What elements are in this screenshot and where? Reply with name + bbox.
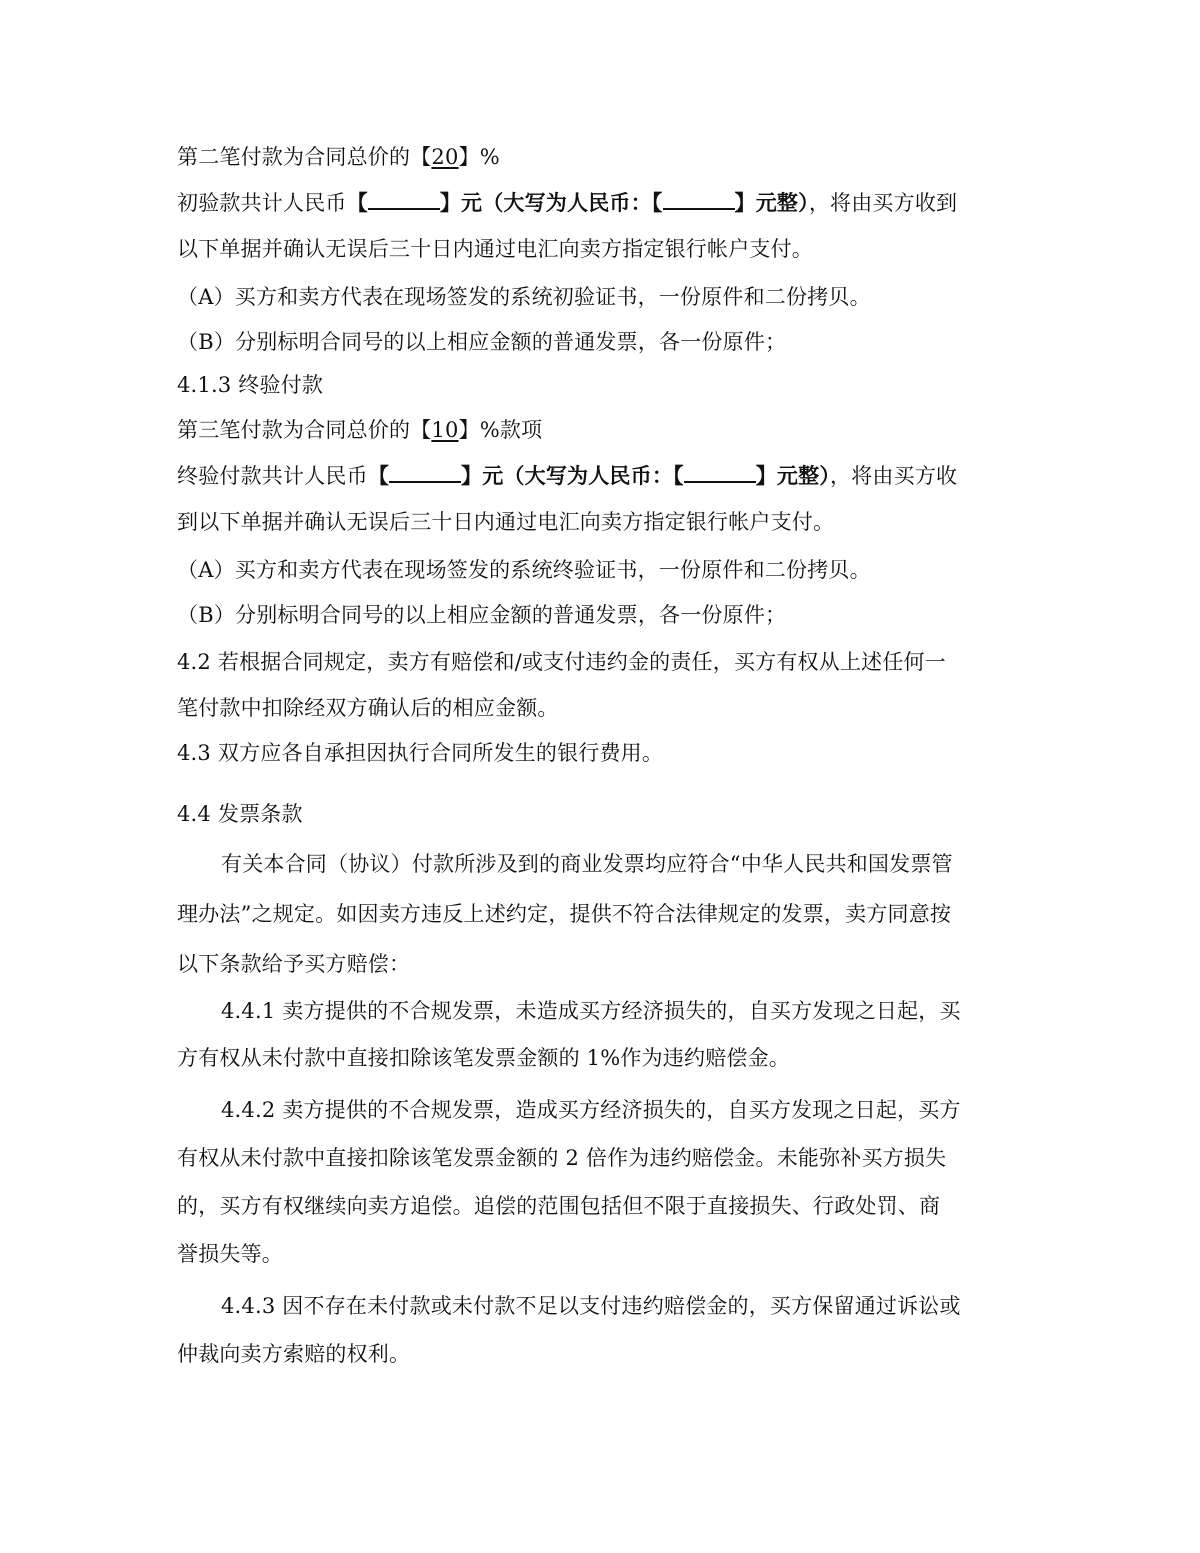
final-acceptance-amount-line (177, 461, 957, 491)
paragraph-line: 以下条款给予买方赔偿： (177, 952, 411, 976)
amount-blank (368, 188, 440, 210)
paragraph-line: 笔付款中扣除经双方确认后的相应金额。 (177, 696, 559, 720)
initial-acceptance-amount-line (177, 188, 957, 218)
document-item-b: （B）分别标明合同号的以上相应金额的普通发票，各一份原件； (177, 603, 787, 627)
section-heading-4-4: 4.4 发票条款 (177, 802, 303, 826)
document-item-b: （B）分别标明合同号的以上相应金额的普通发票，各一份原件； (177, 330, 787, 354)
paragraph-line: 以下单据并确认无误后三十日内通过电汇向卖方指定银行帐户支付。 (177, 237, 813, 261)
paragraph-line: 有权从未付款中直接扣除该笔发票金额的 2 倍作为违约赔偿金。未能弥补买方损失 (177, 1146, 947, 1170)
text-run: 】元整） (755, 463, 831, 488)
section-4-3-line: 4.3 双方应各自承担因执行合同所发生的银行费用。 (177, 741, 664, 765)
paragraph-line: 理办法”之规定。如因卖方违反上述约定，提供不符合法律规定的发票，卖方同意按 (177, 902, 952, 926)
paragraph-line: 仲裁向卖方索赔的权利。 (177, 1342, 411, 1366)
text-run: 第二笔付款为合同总价的【 (177, 145, 432, 169)
text-run: ，将由买方收到 (808, 191, 958, 215)
document-item-a: （A）买方和卖方代表在现场签发的系统终验证书，一份原件和二份拷贝。 (177, 558, 871, 582)
clause-4-4-1-line: 4.4.1 卖方提供的不合规发票，未造成买方经济损失的，自买方发现之日起，买 (221, 999, 961, 1023)
section-heading-4-1-3: 4.1.3 终验付款 (177, 373, 324, 397)
text-run: 】元整） (734, 190, 809, 215)
payment-2-line (177, 142, 500, 172)
text-run: ，将由买方收 (830, 464, 958, 488)
text-run: 】%款项 (458, 418, 543, 442)
text-run: 】元（大写为人民币：【 (461, 463, 684, 488)
text-run: 【 (367, 463, 390, 488)
section-4-2-line: 4.2 若根据合同规定，卖方有赔偿和/或支付违约金的责任，买方有权从上述任何一 (177, 650, 946, 674)
paragraph-line: 有关本合同（协议）付款所涉及到的商业发票均应符合“中华人民共和国发票管 (221, 852, 953, 876)
text-run: 初验款共计人民币 (177, 191, 347, 215)
amount-blank (389, 461, 461, 483)
amount-words-blank (663, 188, 735, 210)
amount-words-blank (684, 461, 756, 483)
text-run: 终验付款共计人民币 (177, 464, 368, 488)
text-run: 】元（大写为人民币：【 (439, 190, 663, 215)
paragraph-line: 誉损失等。 (177, 1242, 283, 1266)
document-item-a: （A）买方和卖方代表在现场签发的系统初验证书，一份原件和二份拷贝。 (177, 285, 871, 309)
payment-3-line (177, 415, 542, 445)
text-run: 】% (458, 145, 500, 169)
paragraph-line: 到以下单据并确认无误后三十日内通过电汇向卖方指定银行帐户支付。 (177, 510, 835, 534)
text-run: 第三笔付款为合同总价的【 (177, 418, 432, 442)
text-run: 【 (346, 190, 368, 215)
percent-value: 20 (431, 145, 459, 169)
clause-4-4-2-line: 4.4.2 卖方提供的不合规发票，造成买方经济损失的，自买方发现之日起，买方 (221, 1098, 961, 1122)
paragraph-line: 的，买方有权继续向卖方追偿。追偿的范围包括但不限于直接损失、行政处罚、商 (177, 1194, 941, 1218)
percent-value: 10 (431, 418, 459, 442)
clause-4-4-3-line: 4.4.3 因不存在未付款或未付款不足以支付违约赔偿金的，买方保留通过诉讼或 (221, 1294, 961, 1318)
paragraph-line: 方有权从未付款中直接扣除该笔发票金额的 1%作为违约赔偿金。 (177, 1046, 790, 1070)
